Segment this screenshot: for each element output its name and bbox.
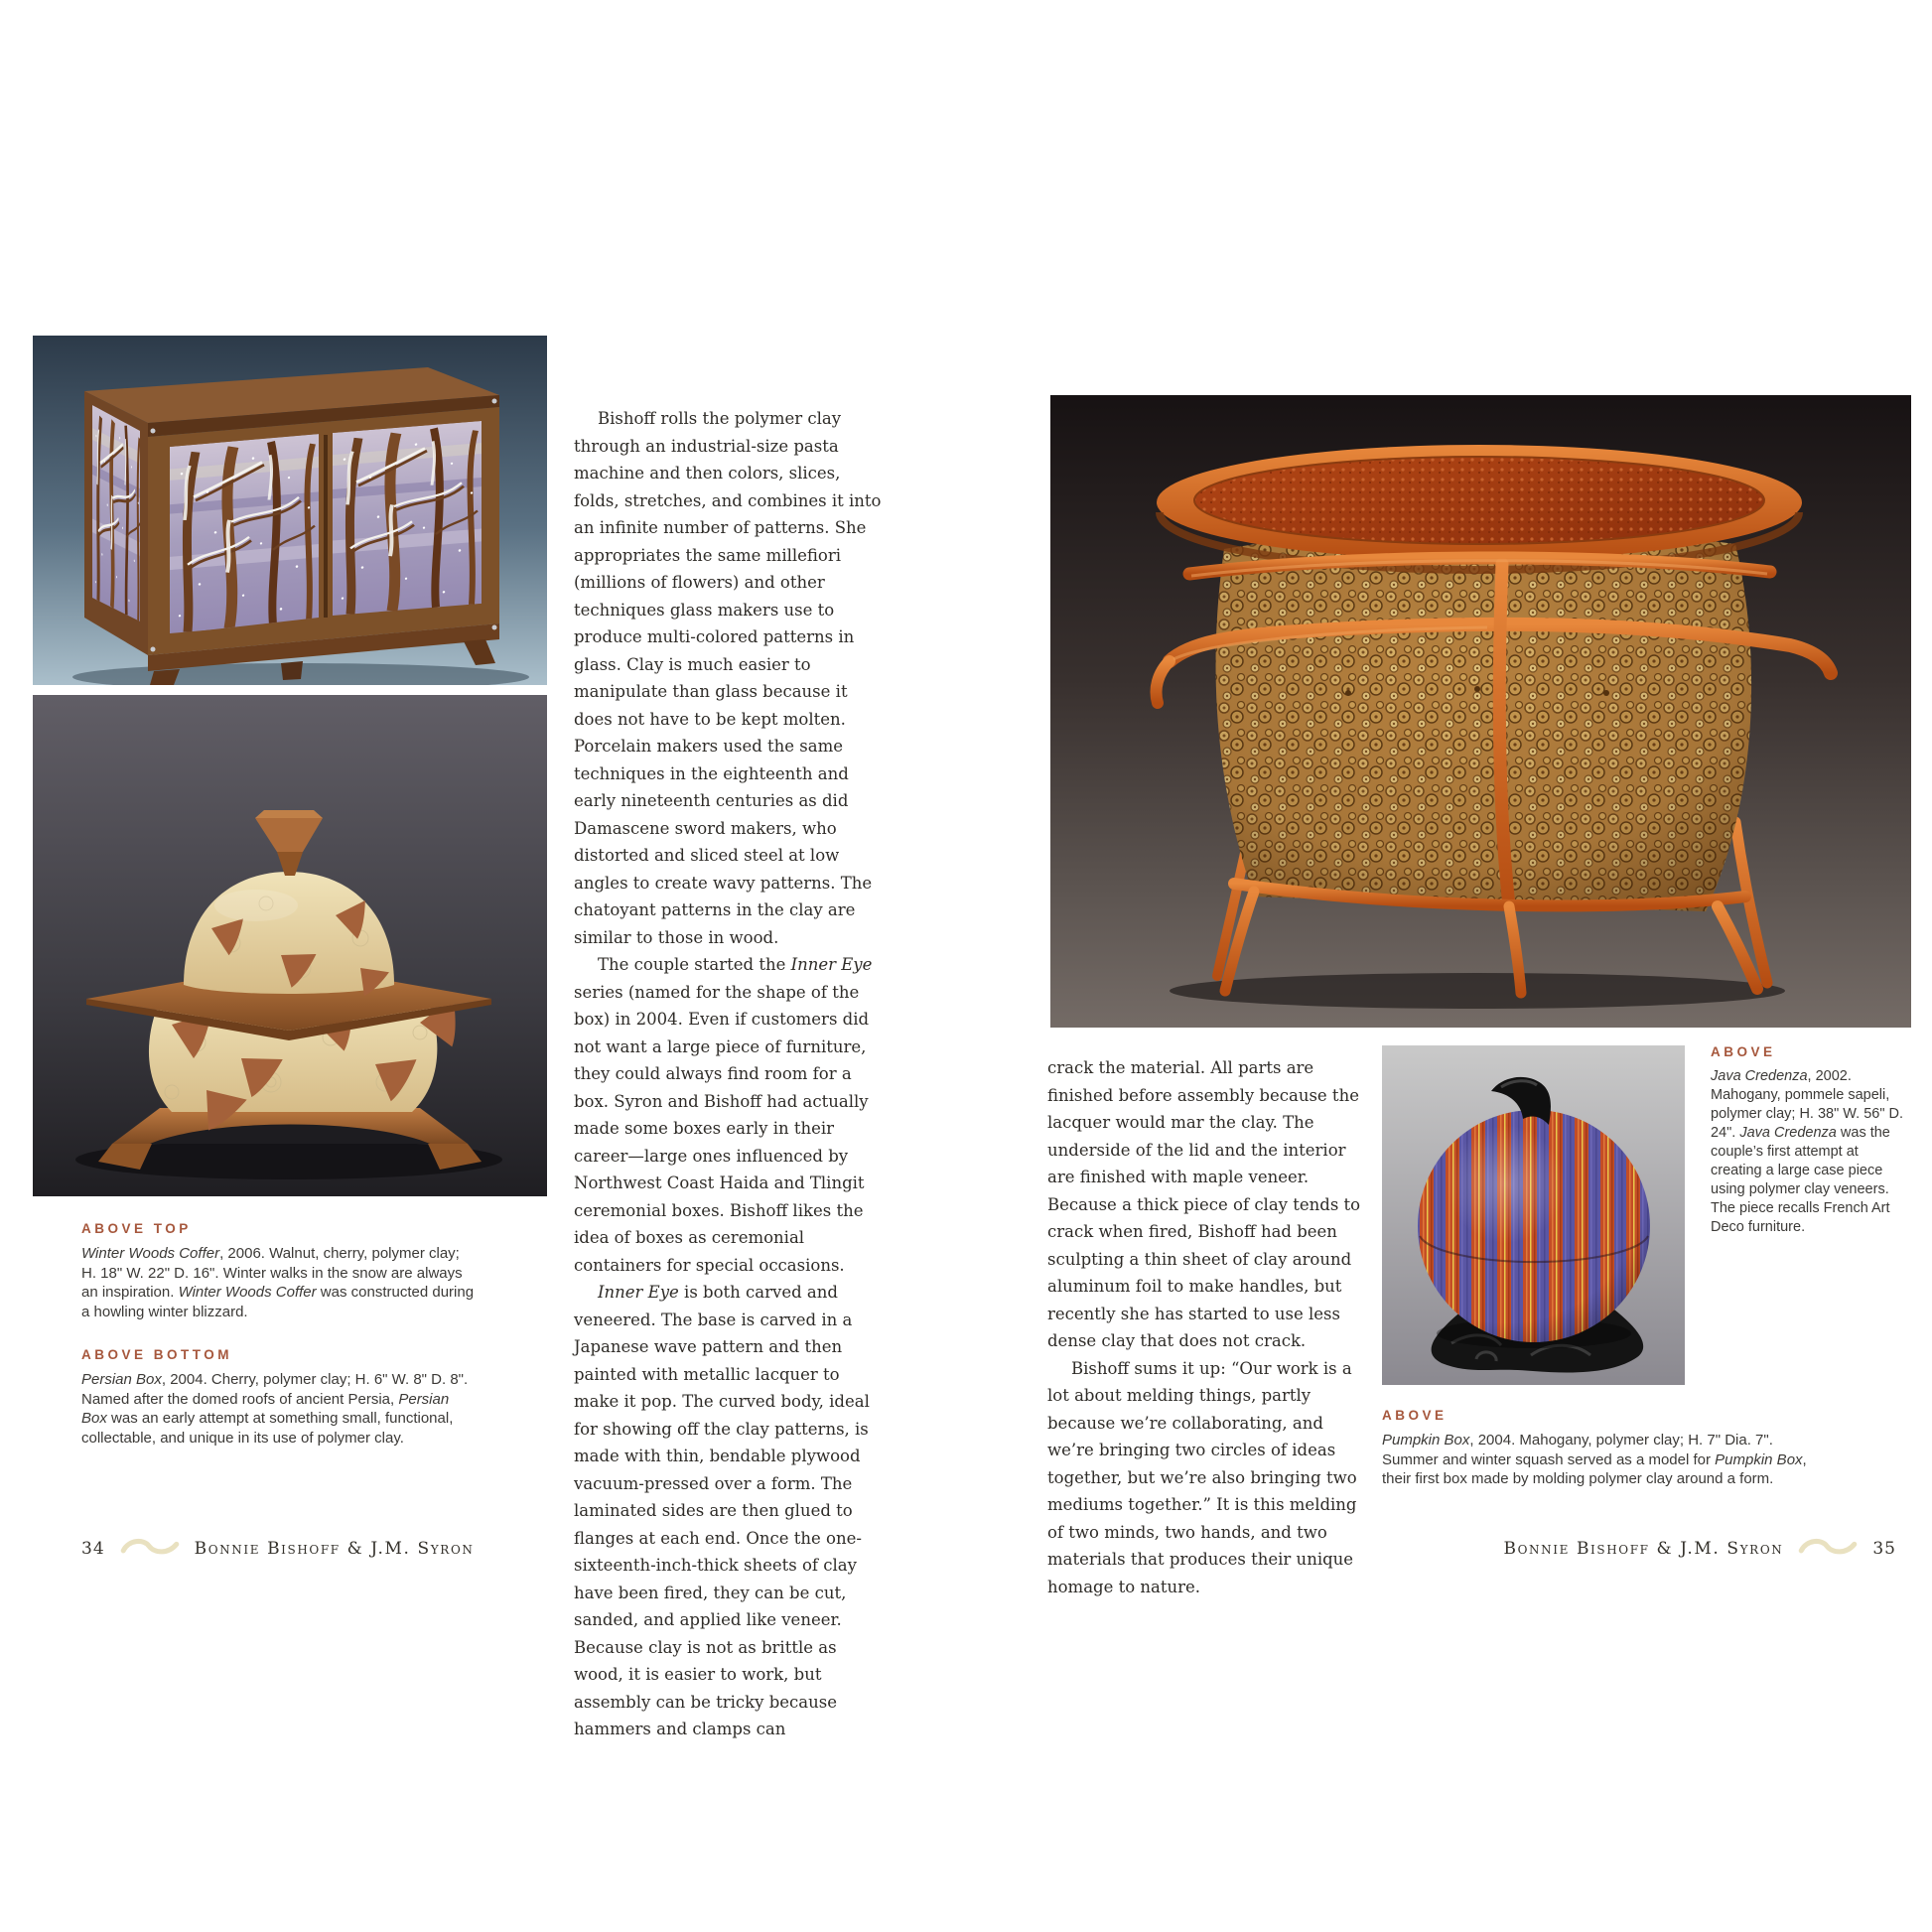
persian-box-photo: [33, 695, 547, 1196]
body-column-right: [1047, 1054, 1363, 1600]
persian-box-illustration: [33, 695, 547, 1196]
paragraph: crack the material. All parts are finished before assembly because the lacquer would mar the clay. The underside of the lid and the interior are finished with maple veneer. Because a thick piece of clay tends to crack when fired, Bishoff had been sculpting a thin sheet of clay around aluminum foil to make handles, but recently she has started to use less dense clay that does not crack.: [1047, 1058, 1361, 1350]
caption-winter-woods: [81, 1221, 477, 1321]
caption-java-credenza: [1711, 1044, 1911, 1237]
caption-pumpkin-box: [1382, 1408, 1817, 1489]
body-column-left: [574, 405, 884, 1743]
caption-text: Persian Box, 2004. Cherry, polymer clay; H. 6" W. 8" D. 8". Named after the domed roofs of ancient Persia, Persian Box was an early attempt at something small, functional, collectable, and unique in its use of polymer clay.: [81, 1371, 469, 1447]
caption-text: Winter Woods Coffer, 2006. Walnut, cherry, polymer clay; H. 18" W. 22" D. 16". Winter walks in the snow are always an inspiration. Winter Woods Coffer was constructed during a howling winter blizzard.: [81, 1245, 475, 1320]
winter-woods-coffer-illustration: [33, 336, 547, 685]
caption-heading: ABOVE TOP: [81, 1221, 192, 1236]
swirl-ornament-icon: [119, 1537, 181, 1561]
caption-persian-box: [81, 1347, 477, 1448]
caption-text: Pumpkin Box, 2004. Mahogany, polymer clay; H. 7" Dia. 7". Summer and winter squash served as a model for Pumpkin Box, their first box made by molding polymer clay around a form.: [1382, 1432, 1807, 1487]
page-number: 35: [1872, 1539, 1896, 1559]
caption-text: Java Credenza, 2002. Mahogany, pommele sapeli, polymer clay; H. 38" W. 56" D. 24". Java Credenza was the couple’s first attempt at creating a large case piece using polymer clay veneers. The piece recalls French Art Deco furniture.: [1711, 1068, 1904, 1235]
swirl-ornament-icon: [1797, 1537, 1859, 1561]
running-title: Bonnie Bishoff & J.M. Syron: [1503, 1539, 1784, 1559]
running-title: Bonnie Bishoff & J.M. Syron: [194, 1539, 475, 1559]
paragraph: The couple started the Inner Eye series (named for the shape of the box) in 2004. Even if customers did not want a large piece of furniture, they could always find room for a box. Syron and Bishoff had actually made some boxes early in their career—large ones influenced by Northwest Coast Haida and Tlingit ceremonial boxes. Bishoff likes the idea of boxes as ceremonial containers for special occasions.: [574, 955, 873, 1275]
java-credenza-photo: [1050, 395, 1911, 1028]
pumpkin-box-illustration: [1382, 1045, 1685, 1385]
paragraph: Bishoff sums it up: “Our work is a lot about melding things, partly because we’re collaborating, and we’re bringing two circles of ideas together, but we’re also bringing two mediums together.” It is this melding of two minds, two hands, and two materials that produces their unique homage to nature.: [1047, 1358, 1357, 1596]
paragraph: Bishoff rolls the polymer clay through an industrial-size pasta machine and then colors, slices, folds, stretches, and combines it into an infinite number of patterns. She appropriates the same millefiori (millions of flowers) and other techniques glass makers use to produce multi-colored patterns in glass. Clay is much easier to manipulate than glass because it does not have to be kept molten. Porcelain makers used the same techniques in the eighteenth and early nineteenth centuries as did Damascene sword makers, who distorted and sliced steel at low angles to create wavy patterns. The chatoyant patterns in the clay are similar to those in wood.: [574, 409, 882, 947]
caption-heading: ABOVE: [1711, 1044, 1776, 1059]
footer-right: [1504, 1537, 1896, 1561]
paragraph: Inner Eye is both carved and veneered. The base is carved in a Japanese wave pattern and then painted with metallic lacquer to make it pop. The curved body, ideal for showing off the clay patterns, is made with thin, bendable plywood vacuum-pressed over a form. The laminated sides are then glued to flanges at each end. Once the one-sixteenth-inch-thick sheets of clay have been fired, they can be cut, sanded, and applied like veneer. Because clay is not as brittle as wood, it is easier to work, but assembly can be tricky because hammers and clamps can: [574, 1283, 870, 1738]
page-number: 34: [81, 1539, 105, 1559]
footer-left: [81, 1537, 474, 1561]
caption-heading: ABOVE BOTTOM: [81, 1347, 233, 1362]
caption-heading: ABOVE: [1382, 1408, 1448, 1423]
java-credenza-illustration: [1050, 395, 1911, 1028]
pumpkin-box-photo: [1382, 1045, 1685, 1385]
winter-woods-coffer-photo: [33, 336, 547, 685]
left-captions: [81, 1221, 477, 1473]
